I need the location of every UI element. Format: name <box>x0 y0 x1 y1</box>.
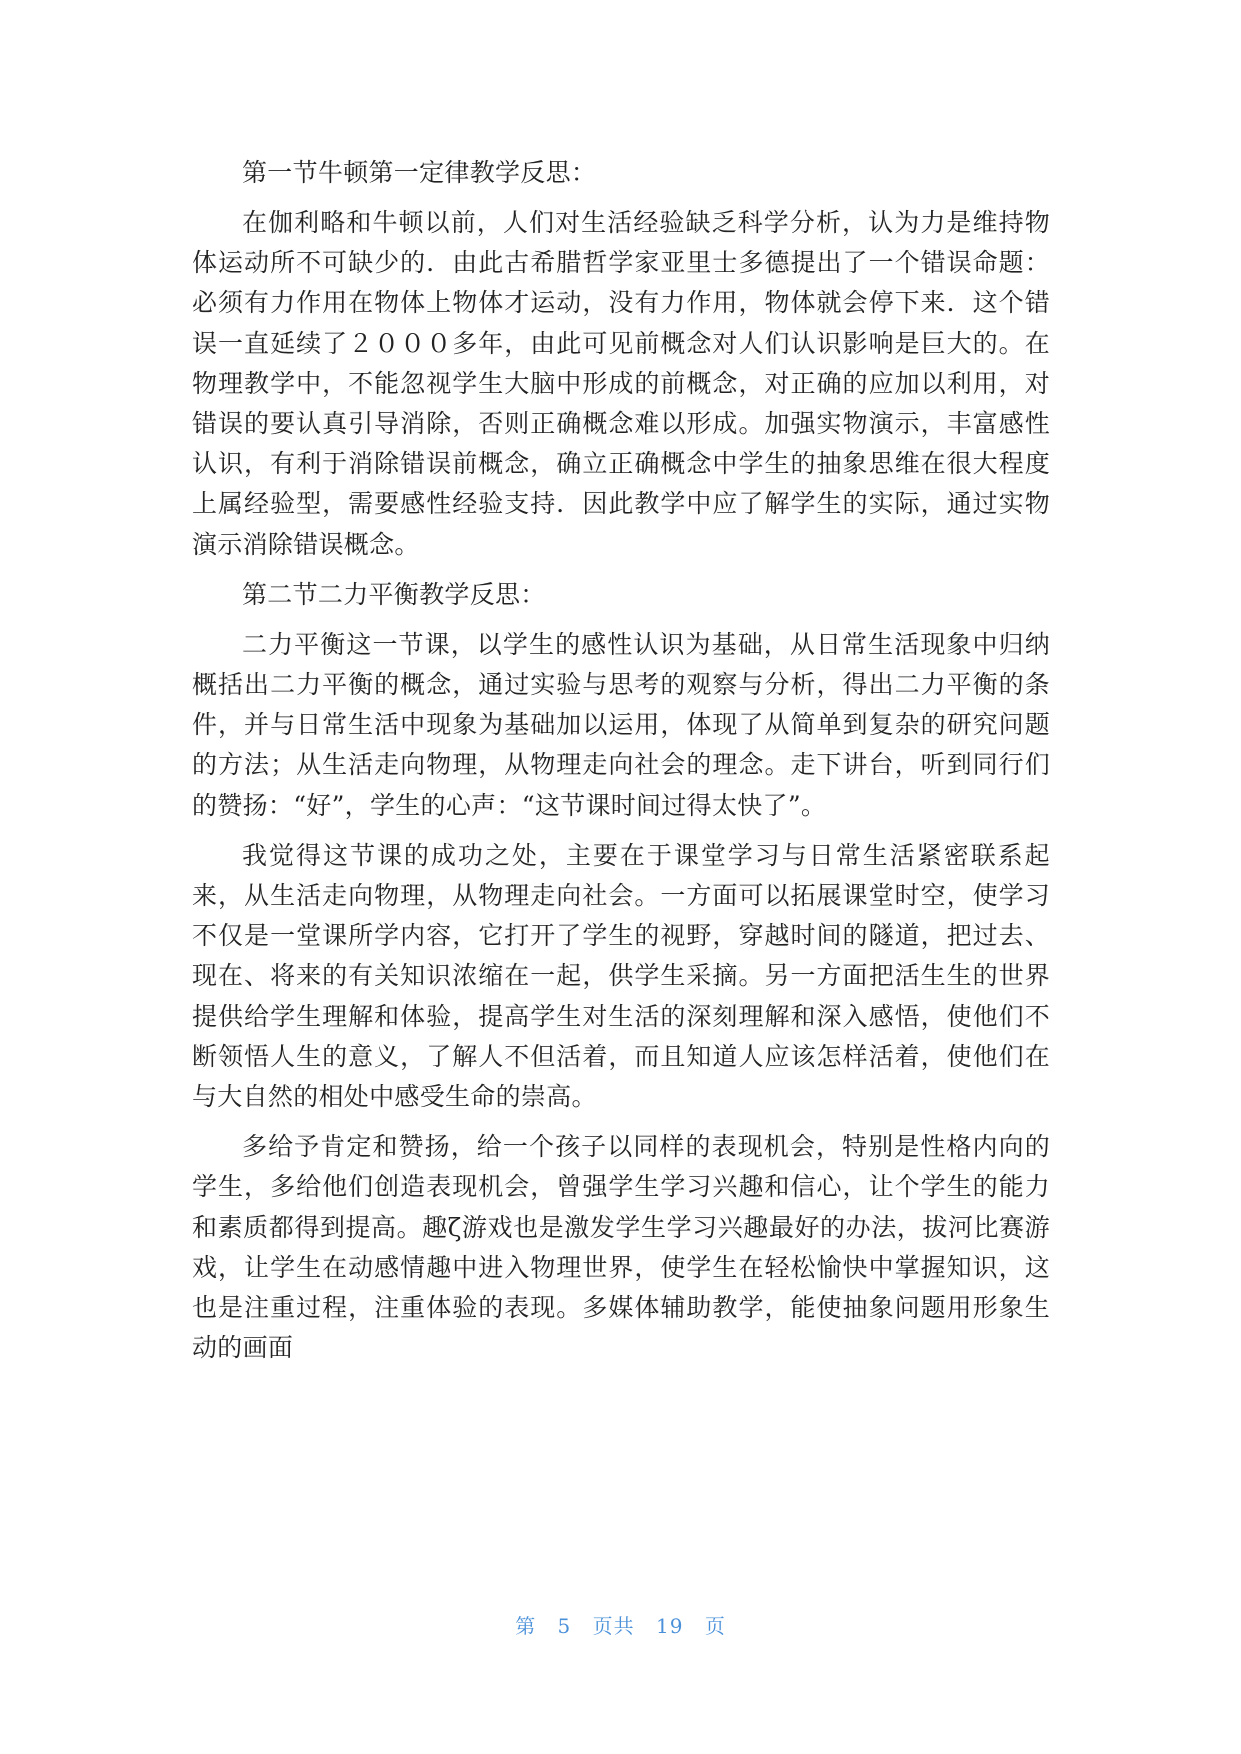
footer-middle: 页共 <box>592 1614 635 1638</box>
section-heading-2: 第二节二力平衡教学反思： <box>242 579 546 609</box>
paragraph-1: 在伽利略和牛顿以前，人们对生活经验缺乏科学分析，认为力是维持物体运动所不可缺少的．由此古希腊哲学家亚里士多德提出了一个错误命题：必须有力作用在物体上物体才运动，没有力作用，物体就会停下来．这个错误一直延续了２０００多年，由此可见前概念对人们认识影响是巨大的。在物理教学中，不能忽视学生大脑中形成的前概念，对正确的应加以利用，对错误的要认真引导消除，否则正确概念难以形成。加强实物演示，丰富感性认识，有利于消除错误前概念，确立正确概念中学生的抽象思维在很大程度上属经验型，需要感性经验支持．因此教学中应了解学生的实际，通过实物演示消除错误概念。 <box>192 208 1050 559</box>
section-heading-1: 第一节牛顿第一定律教学反思： <box>242 158 597 187</box>
page-footer <box>0 1610 1241 1639</box>
paragraph-2: 二力平衡这一节课，以学生的感性认识为基础，从日常生活现象中归纳概括出二力平衡的概念，通过实验与思考的观察与分析，得出二力平衡的条件，并与日常生活中现象为基础加以运用，体现了从简单到复杂的研究问题的方法；从生活走向物理，从物理走向社会的理念。走下讲台，听到同行们的赞扬：“好”，学生的心声：“这节课时间过得太快了”。 <box>192 629 1050 820</box>
paragraph-4: 多给予肯定和赞扬，给一个孩子以同样的表现机会，特别是性格内向的学生，多给他们创造表现机会，曾强学生学习兴趣和信心，让个学生的能力和素质都得到提高。趣ζ游戏也是激发学生学习兴趣最好的办法，拔河比赛游戏，让学生在动感情趣中进入物理世界，使学生在轻松愉快中掌握知识，这也是注重过程，注重体验的表现。多媒体辅助教学，能使抽象问题用形象生动的画面 <box>192 1132 1050 1363</box>
paragraph-3: 我觉得这节课的成功之处，主要在于课堂学习与日常生活紧密联系起来，从生活走向物理，从物理走向社会。一方面可以拓展课堂时空，使学习不仅是一堂课所学内容，它打开了学生的视野，穿越时间的隧道，把过去、现在、将来的有关知识浓缩在一起，供学生采摘。另一方面把活生生的世界提供给学生理解和体验，提高学生对生活的深刻理解和深入感悟，使他们不断领悟人生的意义，了解人不但活着，而且知道人应该怎样活着，使他们在与大自然的相处中感受生命的崇高。 <box>192 840 1050 1112</box>
footer-current-page: 5 <box>557 1614 572 1638</box>
document-body <box>192 153 1050 1378</box>
footer-prefix: 第 <box>515 1614 537 1638</box>
footer-suffix: 页 <box>704 1614 726 1638</box>
footer-total-pages: 19 <box>656 1614 684 1638</box>
